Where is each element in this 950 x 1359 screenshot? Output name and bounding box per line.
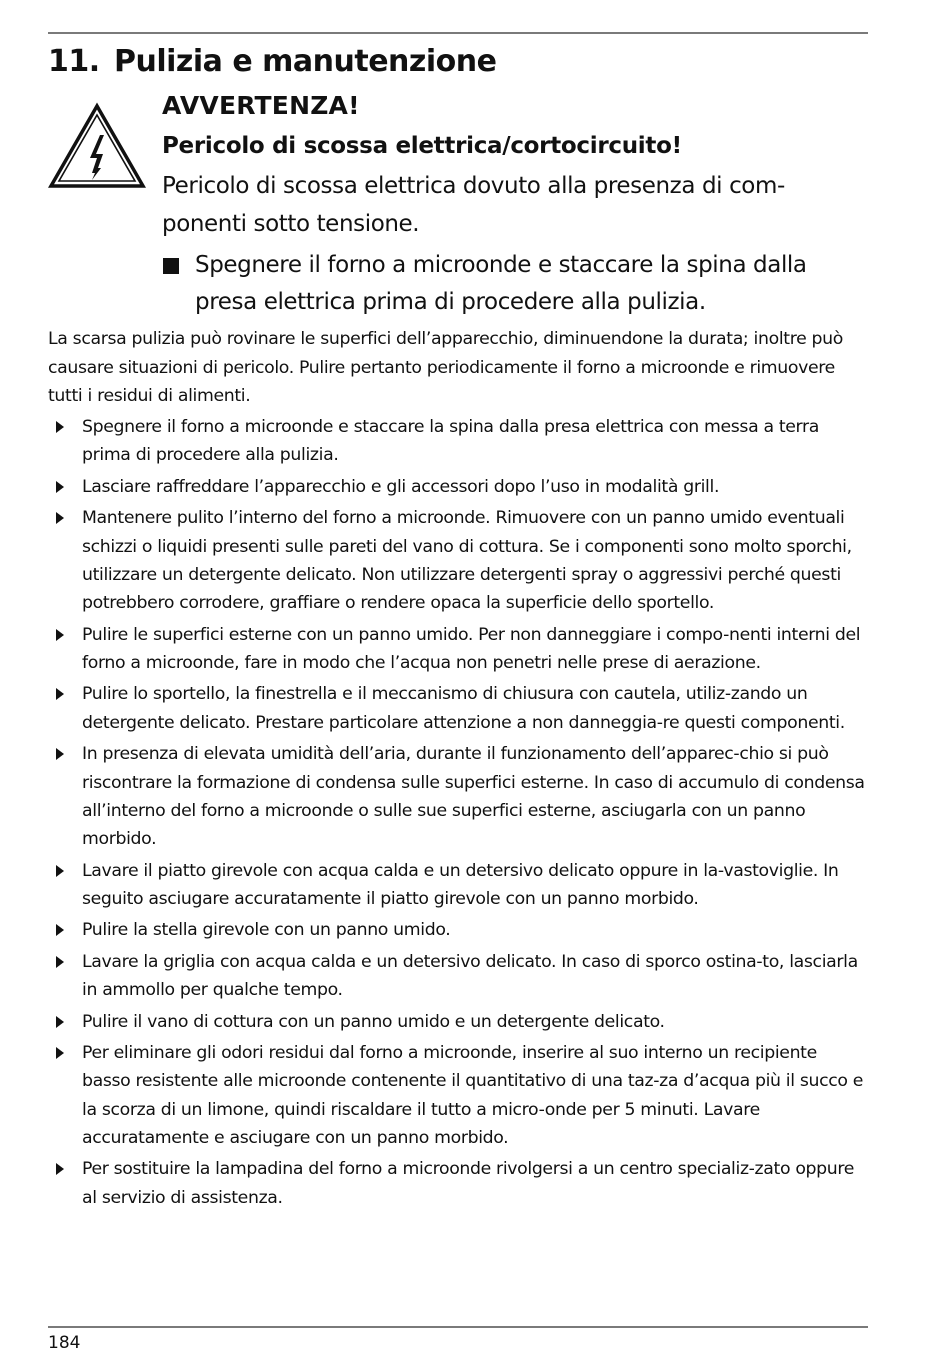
arrow-bullet-icon (56, 629, 64, 641)
list-item-text: Mantenere pulito l’interno del forno a microonde. Rimuovere con un panno umido eventuali schizzi o liquidi presenti sulle pareti del vano di cottura. Se i componenti sono molto sporchi, utilizzare un detergente delicato. Non utilizzare detergenti spray o aggressivi perché questi potrebbero corrodere, graffiare o rendere opaca la superficie dello sportello. (82, 508, 852, 614)
arrow-bullet-icon (56, 1047, 64, 1059)
arrow-bullet-icon (56, 481, 64, 493)
warning-title: AVVERTENZA! (162, 91, 360, 120)
warning-subtitle: Pericolo di scossa elettrica/cortocircuito! (162, 133, 682, 159)
intro-paragraph: La scarsa pulizia può rovinare le superfici dell’apparecchio, diminuendone la durata; inoltre può causare situazioni di pericolo. Pulire pertanto periodicamente il forno a microonde e rimuovere tutti i residui di alimenti. (48, 329, 843, 406)
list-item (48, 740, 870, 853)
arrow-bullet-icon (56, 865, 64, 877)
list-item-text: Pulire la stella girevole con un panno umido. (82, 920, 451, 941)
list-item (48, 680, 870, 737)
section-title: Pulizia e manutenzione (114, 44, 497, 79)
top-rule (48, 32, 868, 34)
warning-step-text: Spegnere il forno a microonde e staccare la spina dalla presa elettrica prima di procedere alla pulizia. (195, 252, 807, 315)
warning-block (162, 86, 862, 321)
list-item (48, 1008, 870, 1036)
list-item-text: Pulire il vano di cottura con un panno umido e un detergente delicato. (82, 1011, 665, 1032)
list-item (48, 857, 870, 914)
arrow-bullet-icon (56, 924, 64, 936)
section-heading (48, 38, 496, 86)
arrow-bullet-icon (56, 421, 64, 433)
electric-hazard-icon (48, 102, 146, 190)
list-item (48, 1039, 870, 1152)
list-item (48, 621, 870, 678)
page-number: 184 (48, 1333, 81, 1353)
arrow-bullet-icon (56, 956, 64, 968)
arrow-bullet-icon (56, 748, 64, 760)
list-item-text: Pulire lo sportello, la finestrella e il meccanismo di chiusura con cautela, utiliz-zando un detergente delicato. Prestare particolare attenzione a non danneggia-re questi componenti. (82, 684, 845, 733)
list-item-text: Lavare il piatto girevole con acqua calda e un detersivo delicato oppure in la-vastoviglie. In seguito asciugare accuratamente il piatto girevole con un panno morbido. (82, 860, 839, 909)
cleaning-steps-list (48, 413, 870, 1215)
list-item-text: Lavare la griglia con acqua calda e un detersivo delicato. In caso di sporco ostina-to, lasciarla in ammollo per qualche tempo. (82, 951, 858, 1001)
list-item-text: Per eliminare gli odori residui dal forno a microonde, inserire al suo interno un recipiente basso resistente alle microonde contenente il quantitativo di una taz-za d’acqua più il succo e la scorza di un limone, quindi riscaldare il tutto a micro-onde per 5 minuti. Lavare accuratamente e asciugare con un panno morbido. (82, 1043, 864, 1148)
list-item (48, 413, 870, 470)
bottom-rule (48, 1326, 868, 1328)
list-item-text: Lasciare raffreddare l’apparecchio e gli accessori dopo l’uso in modalità grill. (82, 476, 720, 497)
arrow-bullet-icon (56, 688, 64, 700)
list-item (48, 504, 870, 617)
list-item-text: Pulire le superfici esterne con un panno umido. Per non danneggiare i compo-nenti interni del forno a microonde, fare in modo che l’acqua non penetri nelle prese di aerazione. (82, 624, 861, 673)
square-bullet-icon (163, 258, 179, 274)
list-item (48, 1155, 870, 1212)
warning-step (162, 247, 862, 321)
section-number: 11. (48, 44, 100, 79)
list-item (48, 473, 870, 501)
list-item-text: Per sostituire la lampadina del forno a microonde rivolgersi a un centro specializ-zato oppure al servizio di assistenza. (82, 1159, 855, 1208)
warning-text: Pericolo di scossa elettrica dovuto alla presenza di com- ponenti sotto tensione. (162, 173, 785, 237)
list-item-text: Spegnere il forno a microonde e staccare la spina dalla presa elettrica con messa a terra prima di procedere alla pulizia. (82, 417, 819, 466)
arrow-bullet-icon (56, 1016, 64, 1028)
list-item (48, 916, 870, 944)
list-item (48, 948, 870, 1005)
list-item-text: In presenza di elevata umidità dell’aria, durante il funzionamento dell’apparec-chio si può riscontrare la formazione di condensa sulle superfici esterne. In caso di accumulo di condensa all’interno del forno a microonde o sulle sue superfici esterne, asciugarla con un panno morbido. (82, 744, 865, 850)
arrow-bullet-icon (56, 512, 64, 524)
arrow-bullet-icon (56, 1163, 64, 1175)
